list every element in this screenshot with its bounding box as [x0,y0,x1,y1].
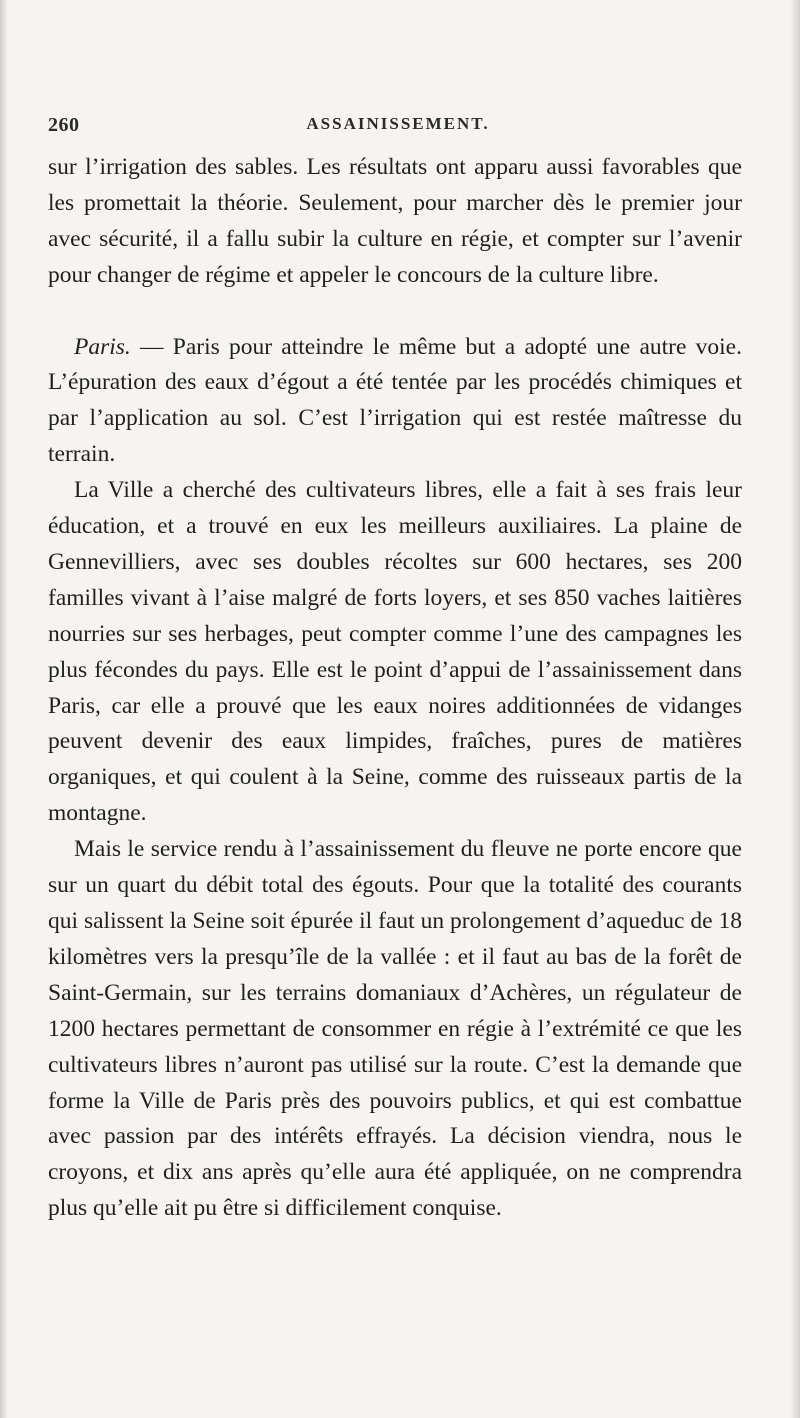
paragraph-gennevilliers: La Ville a cherché des cultivateurs libres, elle a fait à ses frais leur éducation, et a trouvé en eux les meilleurs auxiliaires. La plaine de Gennevilliers, avec ses doubles récoltes sur 600 hectares, ses 200 familles vivant à l’aise malgré de forts loyers, et ses 850 vaches laitières nourries sur ses herbages, peut compter comme l’une des campagnes les plus fécondes du pays. Elle est le point d’appui de l’assainissement dans Paris, car elle a prouvé que les eaux noires additionnées de vidanges peuvent devenir des eaux limpides, fraîches, pures de matières organiques, et qui coulent à la Seine, comme des ruisseaux partis de la montagne. [48,477,742,827]
page-edge-shadow-left [0,0,8,1418]
running-header [48,114,748,138]
paragraph-paris-text: — Paris pour atteindre le même but a adopté une autre voie. L’épuration des eaux d’égout a été tentée par les procédés chimiques et par l’application au sol. C’est l’irrigation qui est restée maîtresse du terrain. [48,333,742,468]
paragraph-continued: sur l’irrigation des sables. Les résultats ont apparu aussi favorables que les promettait la théorie. Seulement, pour marcher dès le premier jour avec sécurité, il a fallu subir la culture en régie, et compter sur l’avenir pour changer de régime et appeler le concours de la culture libre. [48,154,742,288]
page-edge-shadow-right [790,0,800,1418]
running-title: ASSAINISSEMENT. [306,114,490,133]
section-spacer [48,294,742,330]
paragraph-paris [48,330,742,474]
body-text [48,150,742,1227]
page-number: 260 [48,114,80,136]
section-lead-in: Paris. [74,333,131,360]
paragraph-acheres: Mais le service rendu à l’assainissement du fleuve ne porte encore que sur un quart du débit total des égouts. Pour que la totalité des courants qui salissent la Seine soit épurée il faut un prolongement d’aqueduc de 18 kilomètres vers la presqu’île de la vallée : et il faut au bas de la forêt de Saint-Germain, sur les terrains domaniaux d’Achères, un régulateur de 1200 hectares permettant de consommer en régie à l’extrémité ce que les cultivateurs libres n’auront pas utilisé sur la route. C’est la demande que forme la Ville de Paris près des pouvoirs publics, et qui est combattue avec passion par des intérêts effrayés. La décision viendra, nous le croyons, et dix ans après qu’elle aura été appliquée, on ne comprendra plus qu’elle ait pu être si difficilement conquise. [48,836,742,1222]
